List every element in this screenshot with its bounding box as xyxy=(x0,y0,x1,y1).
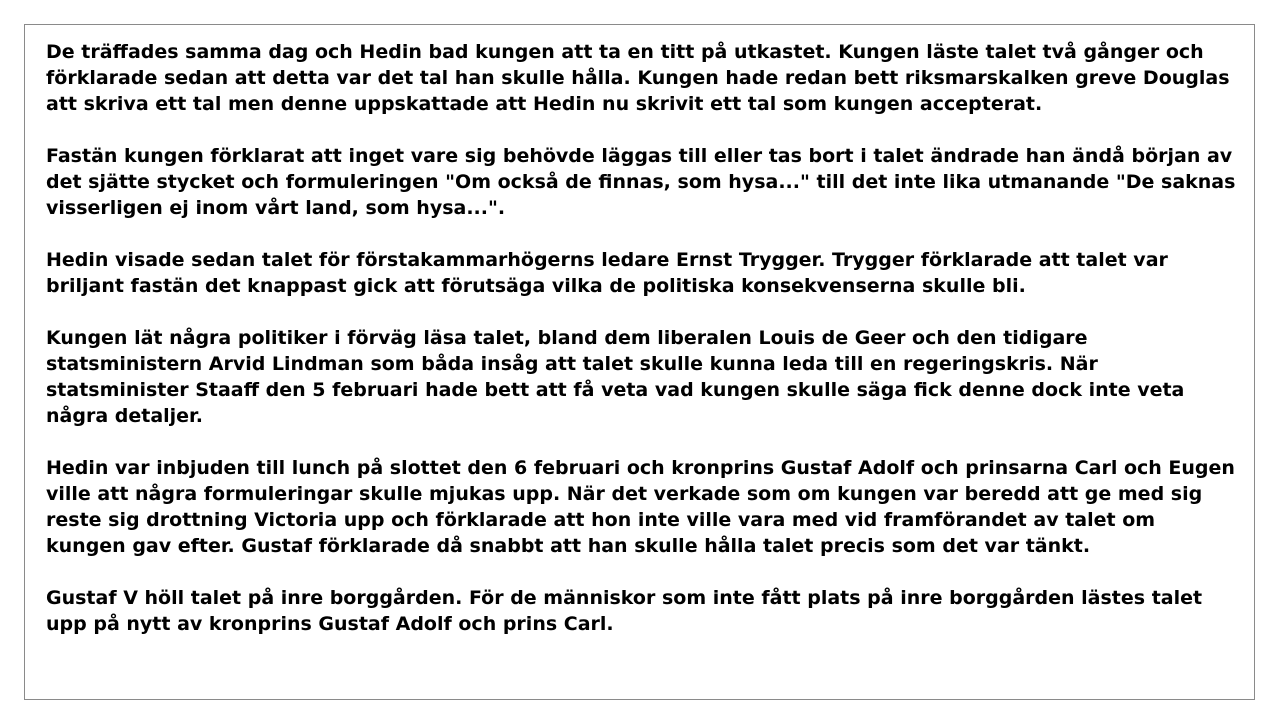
paragraph: Hedin var inbjuden till lunch på slottet den 6 februari och kronprins Gustaf Adolf och prinsarna Carl och Eugen ville att några formuleringar skulle mjukas upp. När det verkade som om kungen var beredd att ge med sig reste sig drottning Victoria upp och förklarade att hon inte ville vara med vid framförandet av talet om kungen gav efter. Gustaf förklarade då snabbt att han skulle hålla talet precis som det var tänkt. xyxy=(46,457,1235,557)
paragraph: Kungen lät några politiker i förväg läsa talet, bland dem liberalen Louis de Geer och den tidigare statsministern Arvid Lindman som båda insåg att talet skulle kunna leda till en regeringskris. När statsminister Staaff den 5 februari hade bett att få veta vad kungen skulle säga fick denne dock inte veta några detaljer. xyxy=(46,327,1185,427)
document-body xyxy=(46,39,1238,637)
paragraph: Gustaf V höll talet på inre borggården. För de människor som inte fått plats på inre borggården lästes talet upp på nytt av kronprins Gustaf Adolf och prins Carl. xyxy=(46,587,1203,635)
paragraph: De träffades samma dag och Hedin bad kungen att ta en titt på utkastet. Kungen läste talet två gånger och förklarade sedan att detta var det tal han skulle hålla. Kungen hade redan bett riksmarskalken greve Douglas att skriva ett tal men denne uppskattade att Hedin nu skrivit ett tal som kungen accepterat. xyxy=(46,41,1230,115)
document-page xyxy=(24,24,1255,700)
paragraph: Fastän kungen förklarat att inget vare sig behövde läggas till eller tas bort i talet ändrade han ändå början av det sjätte stycket och formuleringen "Om också de finnas, som hysa..." till det inte lika utmanande "De saknas visserligen ej inom vårt land, som hysa...". xyxy=(46,145,1236,219)
paragraph: Hedin visade sedan talet för förstakammarhögerns ledare Ernst Trygger. Trygger förklarade att talet var briljant fastän det knappast gick att förutsäga vilka de politiska konsekvenserna skulle bli. xyxy=(46,249,1168,297)
